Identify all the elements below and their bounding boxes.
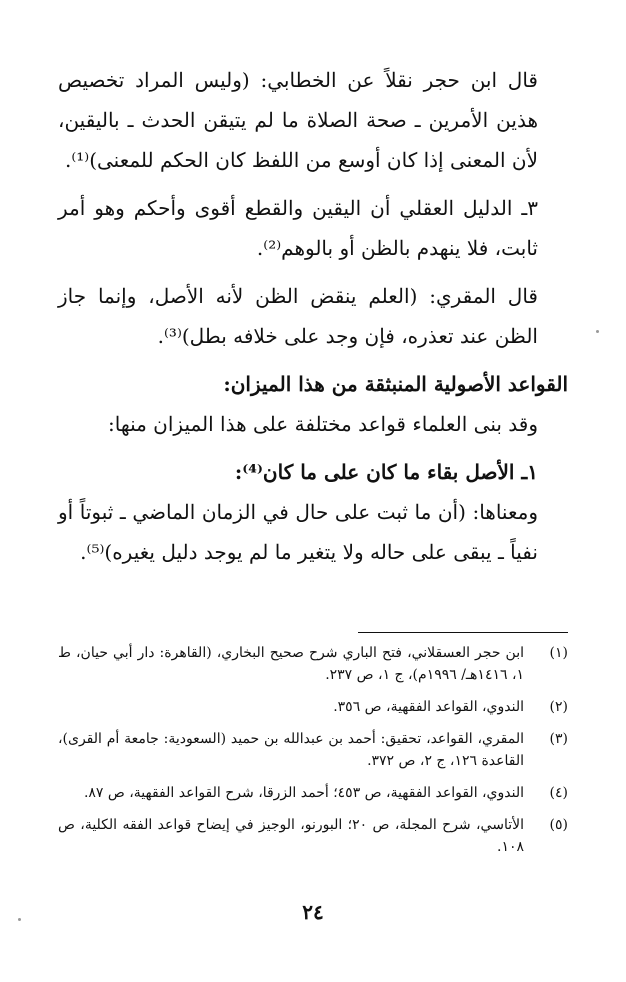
paragraph-ibn-hajar: قال ابن حجر نقلاً عن الخطابي: (وليس المراد تخصيص هذين الأمرين ـ صحة الصلاة ما لم يتيقن الحدث ـ باليقين، لأن المعنى إذا كان أوسع من اللفظ كان الحكم للمعنى)⁽¹⁾. bbox=[58, 68, 538, 172]
scan-speck bbox=[596, 330, 599, 333]
footnote-text: المقري، القواعد، تحقيق: أحمد بن عبدالله بن حميد (السعودية: جامعة أم القرى)، القاعدة ١٢٦، ج ٢، ص ٣٧٢. bbox=[58, 731, 524, 769]
footnote-text: ابن حجر العسقلاني، فتح الباري شرح صحيح البخاري، (القاهرة: دار أبي حيان، ط ١، ١٤١٦هـ/ ١٩٩٦م)، ج ١، ص ٢٣٧. bbox=[58, 645, 524, 683]
rule-heading: ١ـ الأصل بقاء ما كان على ما كان⁽⁴⁾: bbox=[234, 460, 538, 484]
footnote-number: (٥) bbox=[549, 817, 568, 833]
footnote bbox=[58, 642, 568, 686]
footnote-number: (٤) bbox=[549, 785, 568, 801]
page-number: ٢٤ bbox=[302, 900, 324, 924]
meaning-paragraph: ومعناها: (أن ما ثبت على حال في الزمان الماضي ـ ثبوتاً أو نفياً ـ يبقى على حاله ولا يتغير ما لم يوجد دليل يغيره)⁽⁵⁾. bbox=[58, 500, 538, 564]
paragraph-maqqari: قال المقري: (العلم ينقض الظن لأنه الأصل، وإنما جاز الظن عند تعذره، فإن وجد على خلافه بطل)⁽³⁾. bbox=[58, 284, 538, 348]
footnote bbox=[58, 728, 568, 772]
footnote bbox=[58, 782, 568, 804]
footnote-number: (١) bbox=[549, 645, 568, 661]
footnote-number: (٢) bbox=[549, 699, 568, 715]
main-text bbox=[58, 60, 568, 572]
footnote-text: الأتاسي، شرح المجلة، ص ٢٠؛ البورنو، الوجيز في إيضاح قواعد الفقه الكلية، ص ١٠٨. bbox=[58, 817, 524, 855]
footnote-text: الندوي، القواعد الفقهية، ص ٤٥٣؛ أحمد الزرقا، شرح القواعد الفقهية، ص ٨٧. bbox=[83, 785, 524, 801]
footnotes bbox=[58, 642, 568, 868]
paragraph-rational-proof: ٣ـ الدليل العقلي أن اليقين والقطع أقوى وأحكم وهو أمر ثابت، فلا ينهدم بالظن أو بالوهم⁽²⁾. bbox=[58, 196, 538, 260]
footnote bbox=[58, 814, 568, 858]
scan-speck bbox=[18, 918, 21, 921]
footnote-divider bbox=[358, 632, 568, 633]
footnote bbox=[58, 696, 568, 718]
footnote-text: الندوي، القواعد الفقهية، ص ٣٥٦. bbox=[333, 699, 524, 715]
section-heading: القواعد الأصولية المنبثقة من هذا الميزان: bbox=[223, 372, 568, 396]
footnote-number: (٣) bbox=[549, 731, 568, 747]
intro-paragraph: وقد بنى العلماء قواعد مختلفة على هذا الميزان منها: bbox=[108, 412, 538, 436]
